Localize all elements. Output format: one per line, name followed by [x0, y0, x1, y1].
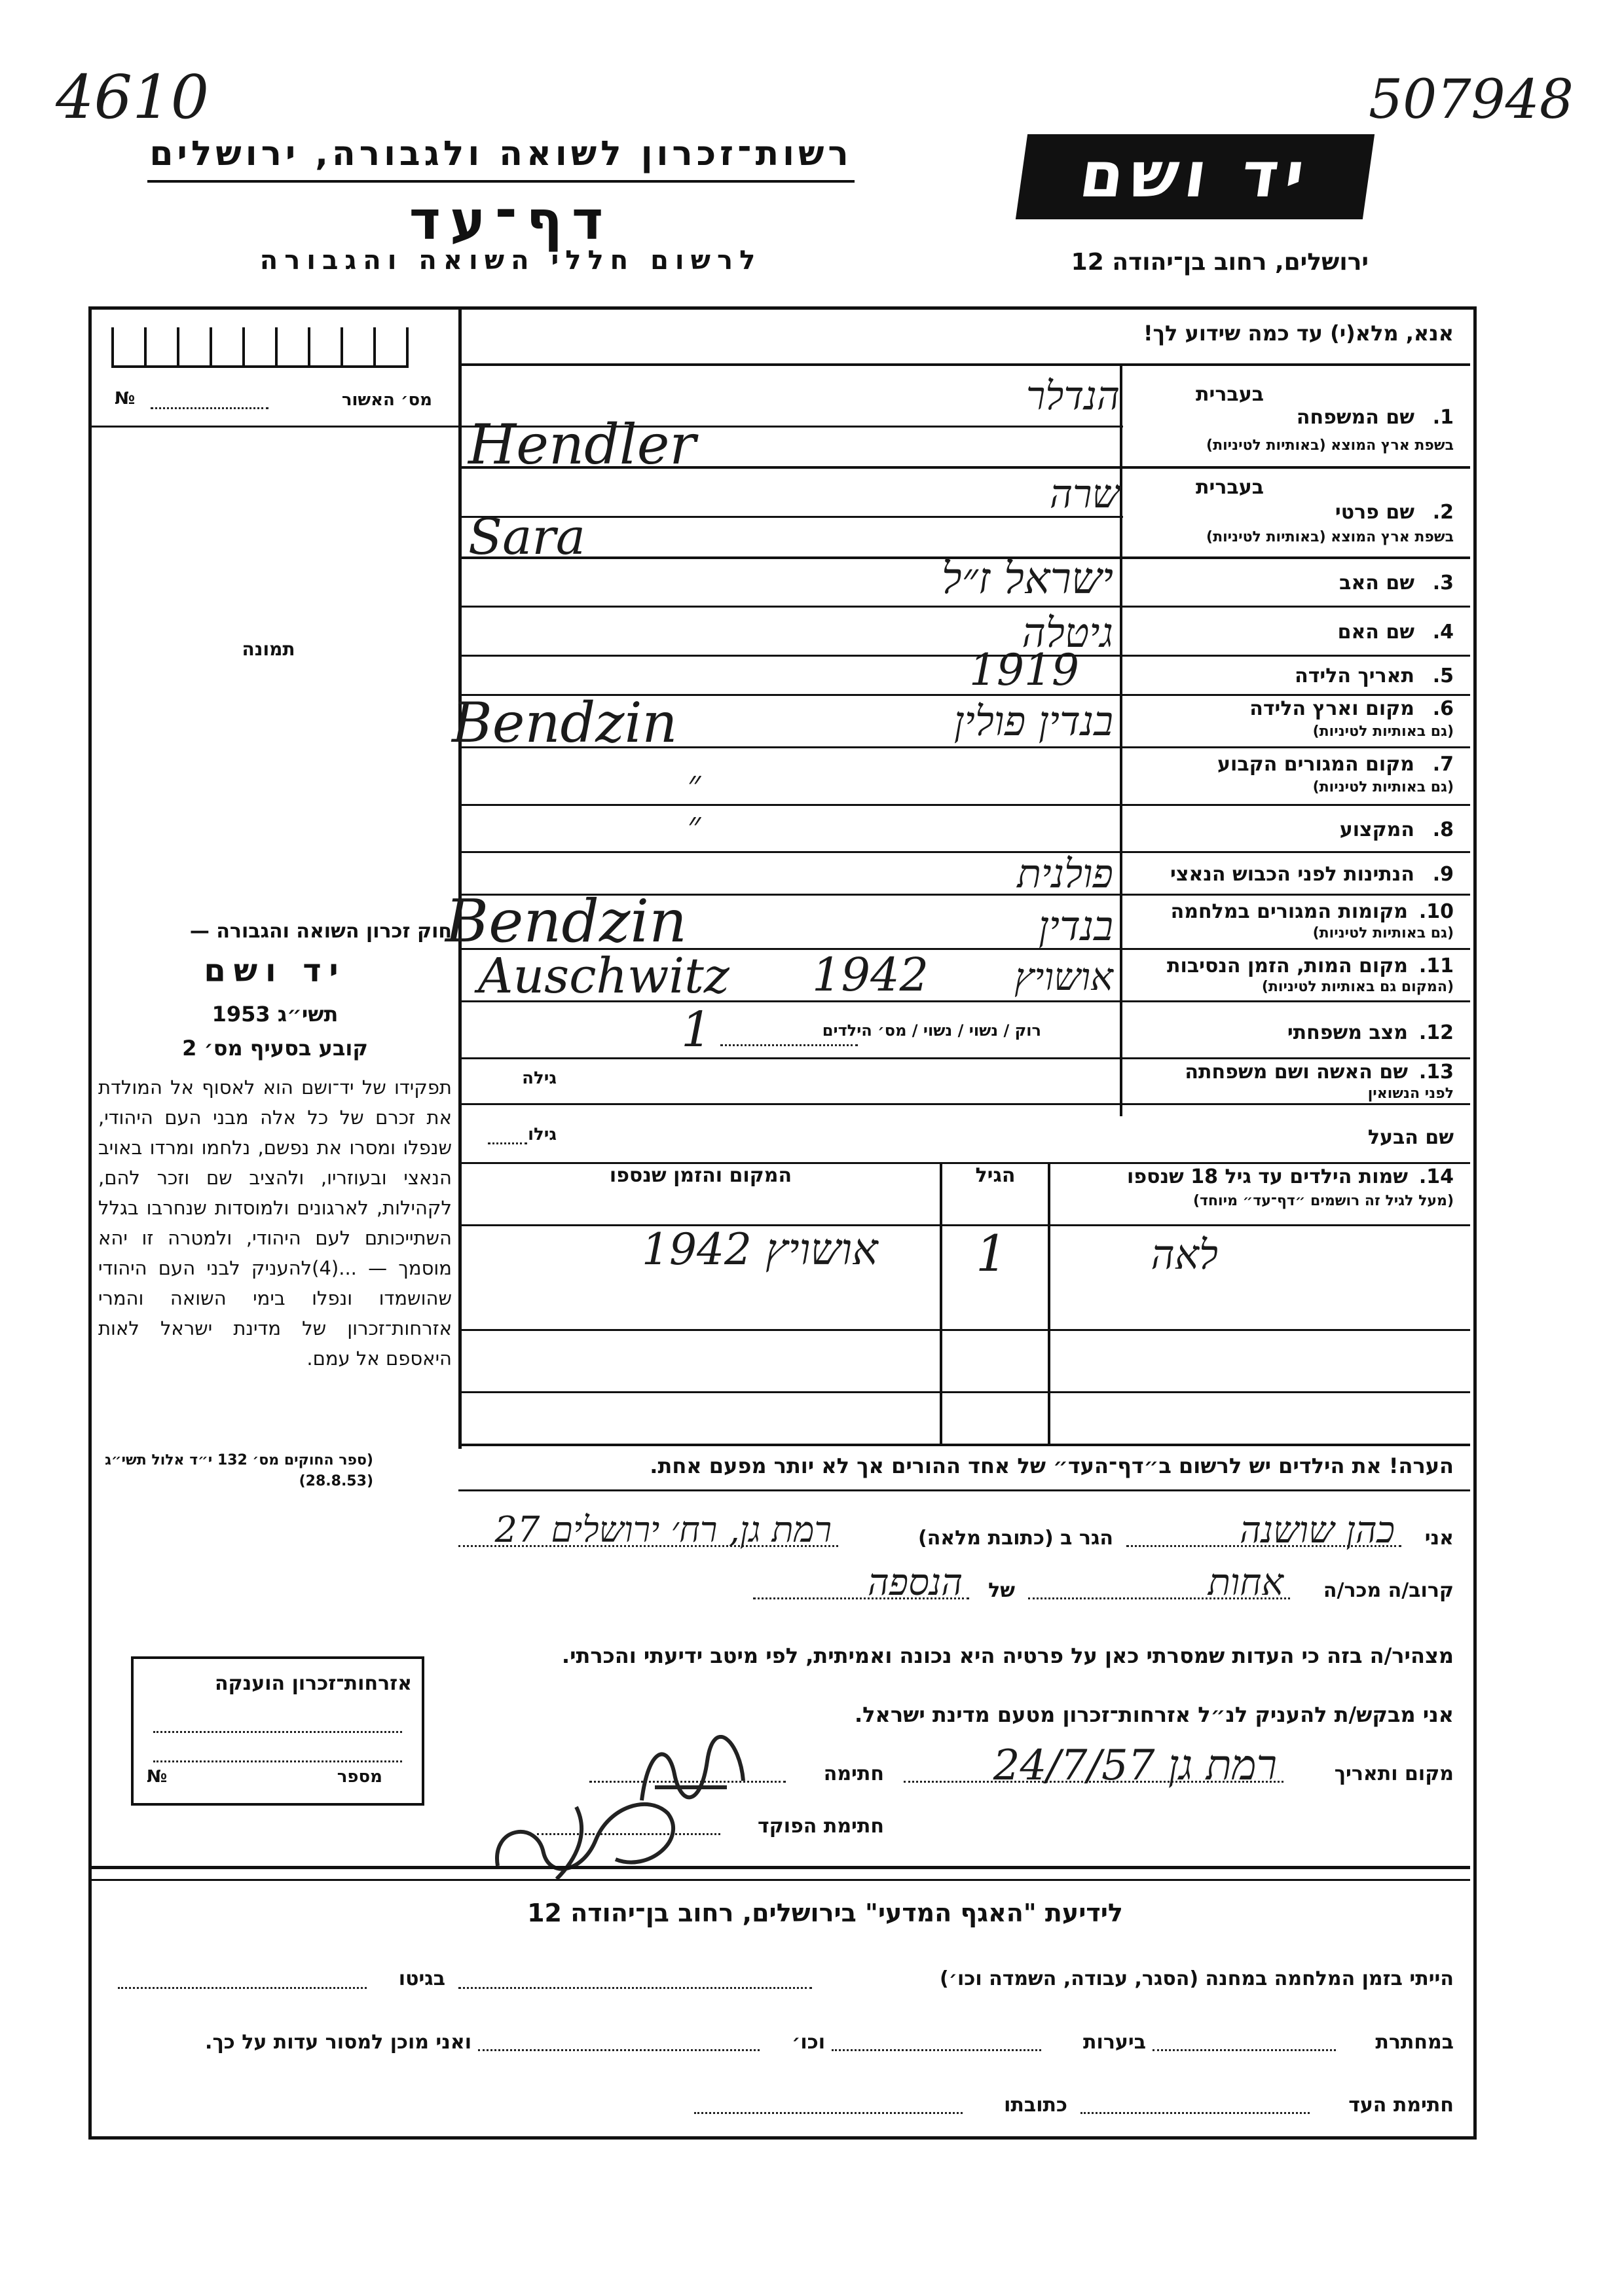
field-12-number: 12. [1418, 1021, 1454, 1044]
field-6-value-latin: Bendzin [452, 691, 678, 755]
field-14-place-col: המקום והזמן שנספו [609, 1164, 792, 1187]
field-9-label: הנתינות לפני הכבוש הנאצי [1170, 863, 1414, 886]
deceased-value: הנספה [867, 1561, 963, 1604]
field-12-value: 1 [681, 1002, 712, 1058]
citizenship-box: אזרחות־זכרון הוענקה מספר № [131, 1656, 424, 1806]
field-1-label: שם המשפחה [1296, 406, 1414, 429]
field-11-label: מקום המות, הזמן הנסיבות [1167, 955, 1408, 977]
field-4-number: 4. [1432, 621, 1454, 644]
field-2-label: שם פרטי [1335, 501, 1414, 524]
field-3-number: 3. [1432, 572, 1454, 594]
declaration-text: מצהיר/ה בזה כי העדות שמסרתי כאן על פרטיה היא נכונה ואמיתית, לפי מיטב ידיעתי והכרתי. [561, 1643, 1454, 1668]
field-10-sub: (גם באותיות לטיניות) [1312, 925, 1454, 941]
photo-label: תמונה [242, 638, 295, 660]
field-5-number: 5. [1432, 665, 1454, 687]
field-11-value-year: 1942 [812, 948, 929, 1002]
note-text: הערה! את הילדים יש לרשום ב״דף־העד״ של אחד ההורים אך לא יותר מפעם אחת. [650, 1453, 1454, 1478]
field-2-value-hebrew: שרה [1049, 471, 1120, 517]
law-text: תפקידו של יד־ושם הוא לאסוף אל המולדת את זכרם של כל אלה מבני העם היהודי, שנפלו ומסרו את נפשם, נלחמו ומרדו באויב הנאצי ובעוזריו, ולהציב שם וזכר להם, לקהילות, לארגונים ולמוסדות שנחרבו בגלל השתייכותם לעם היהודי, ולמטרה זו יהא מוסמך — ...(4)להעניק לבני העם היהודי שהושמדו ונפלו בימי השואה והמרי אזרחות־זכרון של מדינת ישראל לאות היאספם אל עמם. [98, 1076, 452, 1370]
field-6-label: מקום וארץ הלידה [1249, 697, 1414, 720]
cert-no-mark: № [115, 389, 136, 409]
field-6-sub: (גם באותיות לטיניות) [1312, 723, 1454, 740]
bottom-line1-b: בגיטו [398, 1967, 445, 1990]
intro-text: אנא, מלא(י) עד כמה שידוע לך! [1143, 321, 1454, 346]
field-14-age-col: הגיל [975, 1164, 1016, 1187]
cert-no-boxes [111, 327, 439, 367]
field-13-number: 13. [1418, 1061, 1454, 1084]
header-address: ירושלים, רחוב בן־יהודה 12 [1071, 249, 1369, 276]
field-2-number: 2. [1432, 501, 1454, 524]
field-11-number: 11. [1418, 955, 1454, 977]
bottom-line1-a: הייתי בזמן המלחמה במחנה (הסגר, עבודה, השמדה וכו׳) [940, 1967, 1454, 1990]
field-2-hebrew-tag: בעברית [1196, 476, 1264, 499]
field-4-value: גיטלה [1022, 609, 1113, 657]
field-10-value-hebrew: בנדין [1038, 902, 1113, 950]
field-1-hebrew-tag: בעברית [1196, 383, 1264, 406]
place-date-label: מקום ותאריך [1334, 1762, 1454, 1785]
law-title: חוק זכרון השואה והגבורה — [189, 920, 452, 943]
field-10-number: 10. [1418, 900, 1454, 923]
field-2-sub: בשפת ארץ המוצא (באותיות לטיניות) [1206, 529, 1454, 545]
relative-label: קרוב/ה מכר/ה [1323, 1579, 1454, 1602]
bottom-title: לידיעת "האגף המדעי" בירושלים, רחוב בן־יהודה 12 [527, 1899, 1123, 1927]
field-4-label: שם האם [1337, 621, 1414, 644]
field-13-sub: לפני הנשואין [1367, 1085, 1454, 1102]
field-1-number: 1. [1432, 406, 1454, 429]
field-1-value-hebrew: הנדלר [1025, 373, 1120, 419]
field-11-sub: (המקום גם באותיות לטיניות) [1261, 979, 1454, 995]
field-3-label: שם האב [1339, 572, 1414, 594]
field-11-value-latin: Auschwitz [478, 948, 729, 1004]
place-date-value: רמת גן 24/7/57 [993, 1741, 1277, 1790]
bottom-line2-c: וכו׳ [792, 2031, 825, 2054]
field-1-value-latin: Hendler [468, 412, 696, 477]
field-7-value: ״ ״ [687, 763, 898, 845]
field-2-value-latin: Sara [468, 507, 586, 566]
relative-value: אחות [1208, 1561, 1283, 1604]
clerk-signature [478, 1768, 694, 1892]
field-3-value: ישראל ז״ל [941, 553, 1113, 604]
signature-label: חתימה [823, 1762, 884, 1785]
field-5-label: תאריך הלידה [1295, 665, 1414, 687]
field-14-label: שמות הילדים עד גיל 18 שנספו [1127, 1165, 1408, 1188]
citizenship-box-no: מספר [337, 1767, 382, 1787]
field-8-number: 8. [1432, 818, 1454, 841]
bottom-line3-b: כתובתו [1004, 2094, 1067, 2117]
org-name: רשות־זכרון לשואה ולגבורה, ירושלים [149, 134, 853, 173]
field-14-sub: (מעל לגיל זה רושמים ״דף־עד״ מיוחד) [1192, 1193, 1454, 1209]
bottom-line2-a: במחתרת [1375, 2031, 1454, 2054]
field-14-number: 14. [1418, 1165, 1454, 1188]
law-name: יד ושם [204, 953, 346, 989]
field-1-sub: בשפת ארץ המוצא (באותיות לטיניות) [1206, 437, 1454, 454]
page-title: דף־עד [409, 190, 613, 252]
bottom-line2-b: ביערות [1083, 2031, 1146, 2054]
declarant-ani: אני [1424, 1527, 1454, 1550]
law-year: תשי״ג 1953 [212, 1002, 339, 1027]
field-13-age-label: גילה [522, 1068, 557, 1088]
field-12-label: מצב משפחתי [1287, 1021, 1408, 1044]
field-5-value: 1919 [969, 645, 1079, 695]
field-12-options: רוק / נשוי / נשוי / מס׳ הילדים [822, 1021, 1041, 1040]
yad-vashem-logo: יד ושם [1016, 134, 1375, 219]
of-label: של [988, 1579, 1015, 1602]
field-10-label: מקומות המגורים במלחמה [1170, 900, 1408, 923]
field-6-number: 6. [1432, 697, 1454, 720]
declarant-lives-label: הגר ב (כתובת מלאה) [917, 1527, 1113, 1550]
field-7-number: 7. [1432, 753, 1454, 776]
field-14-child-name: לאה [1151, 1231, 1218, 1279]
declarant-name: כהן שושנה [1240, 1509, 1395, 1552]
field-6-value-hebrew: בנדין פולין [953, 697, 1113, 745]
field-7-label: מקום המגורים הקבוע [1217, 753, 1414, 776]
clerk-signature-label: חתימת הפוקד [758, 1815, 884, 1838]
field-8-label: המקצוע [1339, 818, 1414, 841]
field-9-number: 9. [1432, 863, 1454, 886]
citizenship-box-title: אזרחות־זכרון הוענקה [214, 1672, 412, 1695]
field-9-value: פולנית [1017, 851, 1113, 897]
declarant-address: רמת גן, רח׳ ירושלים 27 [494, 1509, 832, 1550]
law-reference: (ספר החוקים מס׳ 132 י״ד אלול תשי״ג (28.8.53) [105, 1452, 373, 1489]
law-clause: קובע בסעיף מס׳ 2 [182, 1036, 368, 1061]
field-7-sub: (גם באותיות לטיניות) [1312, 779, 1454, 795]
request-text: אני מבקש/ת להעניק לנ״ל אזרחות־זכרון מטעם מדינת ישראל. [855, 1702, 1454, 1727]
bottom-line3-a: חתימת העד [1348, 2094, 1454, 2117]
field-11-value-hebrew: אושויץ [1014, 955, 1113, 999]
corner-note-left: 4610 [56, 62, 210, 132]
cert-no-label: מס׳ האשור [341, 390, 432, 410]
field-13-label: שם האשה ושם משפחתה [1185, 1061, 1408, 1084]
corner-note-right: 507948 [1369, 69, 1574, 131]
field-14-child-age: 1 [976, 1224, 1008, 1283]
field-10-value-latin: Bendzin [445, 887, 688, 956]
husband-age-label: גילו [528, 1125, 557, 1144]
page-subtitle: לרשום חללי השואה והגבורה [259, 246, 762, 276]
field-14-child-place: 1942 אושויץ [642, 1224, 878, 1275]
bottom-line2-d: ואני מוכן למסור עדות על כך. [205, 2031, 471, 2054]
husband-label: שם הבעל [1367, 1126, 1454, 1149]
